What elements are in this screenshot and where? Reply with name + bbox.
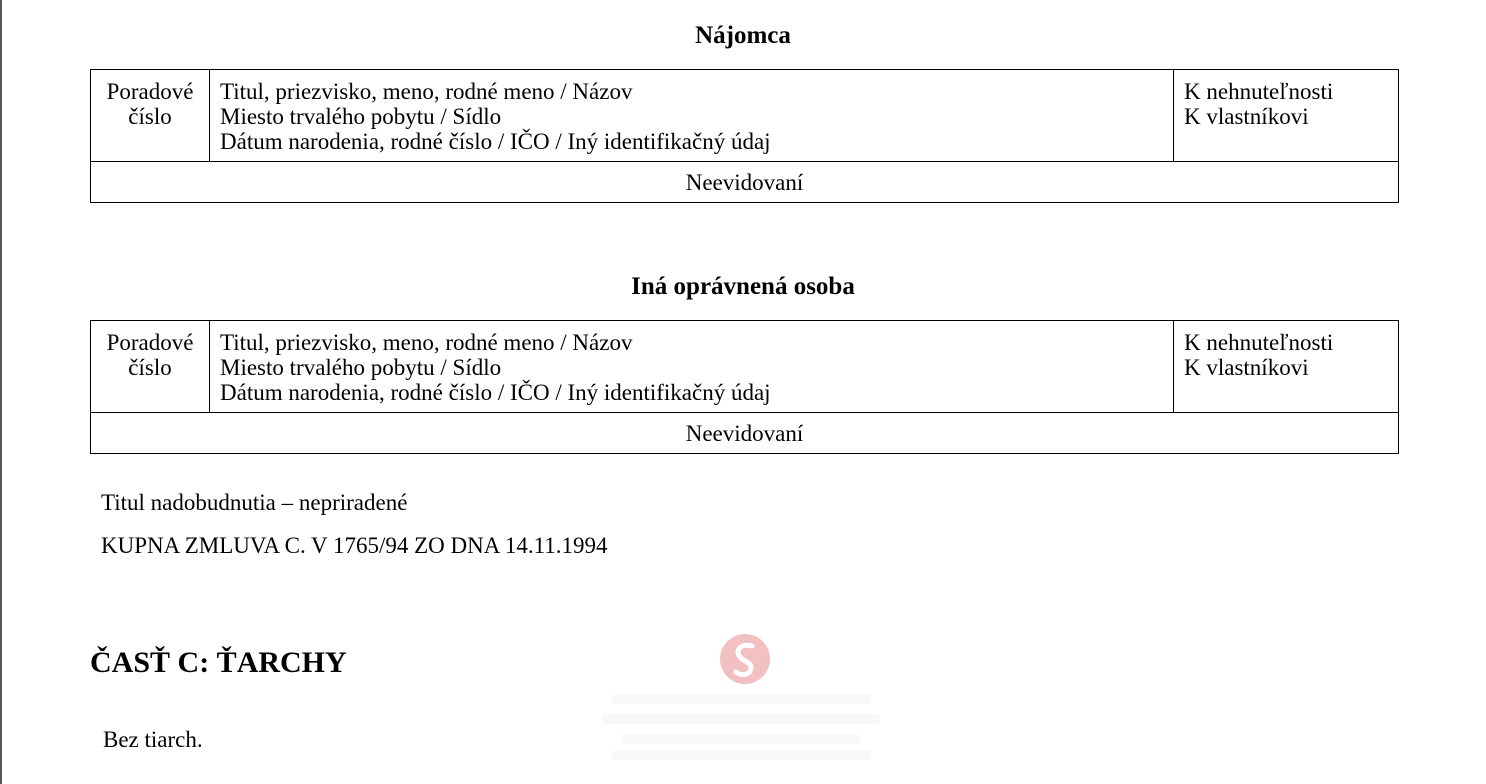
- watermark-line: [612, 750, 870, 760]
- ina-opravnena-osoba-table: [90, 320, 1399, 454]
- header-cell-identification: [210, 321, 1174, 413]
- header-label: Poradové: [106, 79, 194, 104]
- header-label: číslo: [128, 355, 172, 380]
- header-cell-poradove-cislo: [91, 321, 210, 413]
- header-label: Dátum narodenia, rodné číslo / IČO / Iný identifikačný údaj: [220, 380, 771, 405]
- page-left-border: [0, 0, 2, 784]
- section-title-ina-opravnena-osoba: Iná oprávnená osoba: [631, 273, 855, 300]
- watermark: [592, 630, 890, 764]
- watermark-line: [622, 734, 860, 744]
- header-label: Miesto trvalého pobytu / Sídlo: [220, 104, 502, 129]
- acquisition-title-label: Titul nadobudnutia – nepriradené: [101, 490, 408, 515]
- acquisition-title-value: KUPNA ZMLUVA C. V 1765/94 ZO DNA 14.11.1994: [101, 533, 608, 558]
- header-cell-poradove-cislo: [91, 70, 210, 162]
- section-title-najomca: Nájomca: [695, 22, 791, 49]
- empty-record-cell: Neevidovaní: [91, 162, 1399, 203]
- table-row: [91, 162, 1399, 203]
- header-label: číslo: [128, 104, 172, 129]
- empty-record-cell: Neevidovaní: [91, 413, 1399, 454]
- watermark-line: [612, 694, 870, 704]
- header-label: Dátum narodenia, rodné číslo / IČO / Iný identifikačný údaj: [220, 129, 771, 154]
- header-label: Miesto trvalého pobytu / Sídlo: [220, 355, 502, 380]
- header-label: Poradové: [106, 330, 194, 355]
- brand-logo-icon: [719, 633, 771, 685]
- header-label: K nehnuteľnosti: [1184, 330, 1334, 355]
- table-row: [91, 413, 1399, 454]
- header-cell-reference: [1174, 70, 1399, 162]
- header-label: K vlastníkovi: [1184, 104, 1309, 129]
- najomca-table: [90, 69, 1399, 203]
- part-c-text: Bez tiarch.: [103, 727, 203, 752]
- header-cell-identification: [210, 70, 1174, 162]
- part-c-heading: ČASŤ C: ŤARCHY: [90, 646, 347, 679]
- header-label: K nehnuteľnosti: [1184, 79, 1334, 104]
- table-header-row: [91, 70, 1399, 162]
- header-cell-reference: [1174, 321, 1399, 413]
- table-header-row: [91, 321, 1399, 413]
- header-label: Titul, priezvisko, meno, rodné meno / Názov: [220, 79, 633, 104]
- watermark-line: [602, 714, 880, 724]
- header-label: K vlastníkovi: [1184, 355, 1309, 380]
- header-label: Titul, priezvisko, meno, rodné meno / Názov: [220, 330, 633, 355]
